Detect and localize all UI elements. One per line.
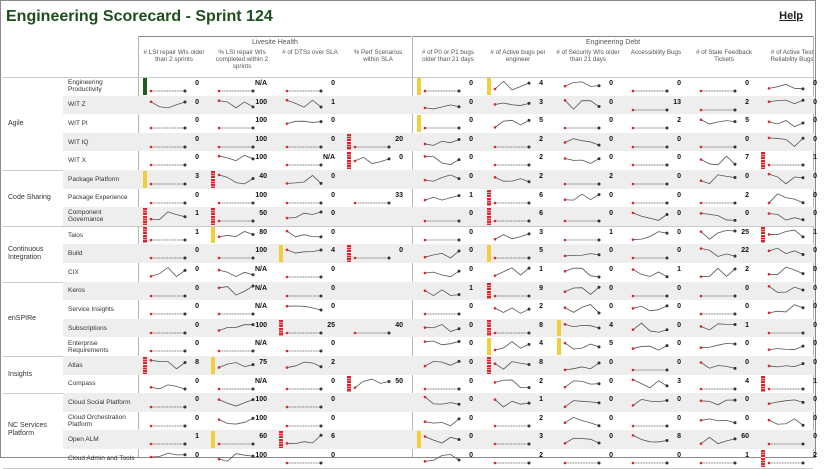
metric-value[interactable]: 0	[469, 452, 473, 459]
metric-value[interactable]: 2	[813, 452, 817, 459]
row-label[interactable]: Open ALM	[68, 436, 99, 444]
metric-value[interactable]: 0	[195, 284, 199, 292]
column-header-5: # of P0 or P1 bugs older than 21 days	[421, 49, 475, 63]
row-label[interactable]: Service Insights	[68, 305, 114, 313]
metric-value[interactable]: 0	[677, 303, 681, 311]
metric-value[interactable]: 0	[745, 414, 749, 422]
metric-value[interactable]: 0	[677, 210, 681, 218]
status-bar-red	[761, 152, 765, 169]
metric-value[interactable]: 0	[469, 396, 473, 404]
status-bar-yellow	[557, 320, 561, 337]
status-bar-yellow	[417, 115, 421, 132]
metric-value[interactable]: 0	[677, 191, 681, 199]
metric-value[interactable]: 40	[395, 321, 403, 329]
metric-value[interactable]: 0	[677, 284, 681, 292]
metric-value[interactable]: 0	[813, 321, 817, 329]
metric-value[interactable]: 0	[195, 154, 199, 162]
metric-value[interactable]: 0	[399, 247, 403, 255]
metric-value[interactable]: 0	[813, 414, 817, 422]
status-bar-yellow	[417, 431, 421, 448]
column-header-10: # of Active Test Reliability Bugs	[770, 49, 814, 63]
metric-value[interactable]: 0	[469, 340, 473, 348]
metric-value[interactable]: 60	[741, 433, 749, 441]
metric-value[interactable]: 0	[813, 80, 817, 87]
metric-value[interactable]: 100	[255, 191, 267, 199]
metric-value[interactable]: 0	[469, 154, 473, 162]
status-bar-red	[347, 376, 351, 393]
status-bar-yellow	[143, 171, 147, 188]
metric-value[interactable]: 0	[195, 414, 199, 422]
section-label: NC Services Platform	[8, 422, 47, 438]
row-label[interactable]: Cloud Admin and Tools	[68, 454, 135, 462]
row-label[interactable]: WIT PI	[68, 119, 88, 127]
metric-value[interactable]: 25	[327, 321, 335, 329]
metric-value[interactable]: 40	[259, 173, 267, 180]
metric-value[interactable]: 100	[255, 321, 267, 329]
metric-value[interactable]: 8	[539, 321, 543, 329]
metric-value[interactable]: 0	[677, 340, 681, 348]
status-bar-red	[761, 227, 765, 244]
metric-value[interactable]: 1	[813, 154, 817, 162]
metric-value[interactable]: 0	[331, 135, 335, 143]
metric-value[interactable]: 0	[195, 98, 199, 106]
metric-value[interactable]: 1	[195, 228, 199, 236]
row-label[interactable]: Cloud Social Platform	[68, 398, 131, 406]
metric-value[interactable]: 0	[331, 266, 335, 273]
column-header-3: # of DTSs over SLA	[282, 49, 338, 56]
metric-value[interactable]: 6	[539, 210, 543, 218]
status-bar-yellow	[557, 338, 561, 355]
metric-value[interactable]: 0	[813, 98, 817, 106]
status-bar-red	[211, 208, 215, 225]
metric-value[interactable]: 4	[539, 80, 543, 87]
metric-value[interactable]: 0	[195, 452, 199, 459]
metric-value[interactable]: 0	[331, 228, 335, 236]
metric-value[interactable]: 1	[745, 452, 749, 459]
metric-value[interactable]: 0	[813, 266, 817, 273]
status-bar-red	[487, 283, 491, 300]
metric-value[interactable]: 0	[677, 80, 681, 87]
metric-value[interactable]: 25	[741, 228, 749, 236]
metric-value[interactable]: 0	[677, 228, 681, 236]
group-header-livesite: Livesite Health	[139, 36, 411, 48]
metric-value[interactable]: 0	[195, 80, 199, 87]
metric-value[interactable]: 0	[677, 247, 681, 255]
metric-value[interactable]: 1	[539, 396, 543, 404]
metric-value[interactable]: N/A	[254, 340, 267, 348]
metric-value[interactable]: 0	[469, 80, 473, 87]
metric-value[interactable]: 100	[255, 154, 267, 162]
status-bar-red	[487, 320, 491, 337]
column-header-8: Accessibility Bugs	[630, 49, 682, 56]
metric-value[interactable]: 0	[609, 210, 613, 218]
metric-value[interactable]: 0	[195, 266, 199, 273]
metric-value[interactable]: 0	[609, 98, 613, 106]
metric-value[interactable]: 7	[745, 154, 749, 162]
metric-value[interactable]: 2	[745, 266, 749, 273]
metric-value[interactable]: 0	[195, 377, 199, 385]
status-bar-red	[487, 208, 491, 225]
section-label: Insights	[8, 370, 33, 378]
metric-value[interactable]: N/A	[254, 80, 267, 87]
metric-value[interactable]: 3	[539, 228, 543, 236]
metric-value[interactable]: 2	[539, 414, 543, 422]
status-bar-yellow	[487, 78, 491, 95]
metric-value[interactable]: 100	[255, 452, 267, 459]
metric-value[interactable]: 2	[609, 173, 613, 180]
row-label[interactable]: WIT IQ	[68, 138, 89, 146]
row-label[interactable]: Component Governance	[68, 209, 104, 224]
help-link[interactable]: Help	[779, 10, 803, 22]
section-label: Continuous Integration	[8, 245, 44, 261]
row-label[interactable]: Subscriptions	[68, 324, 108, 332]
metric-value[interactable]: 0	[331, 396, 335, 404]
metric-value[interactable]: 0	[609, 266, 613, 273]
metric-value[interactable]: 6	[539, 191, 543, 199]
metric-value[interactable]: 1	[539, 266, 543, 273]
metric-value[interactable]: 4	[331, 247, 335, 255]
status-bar-red	[487, 357, 491, 374]
metric-value[interactable]: 0	[469, 414, 473, 422]
metric-value[interactable]: 33	[395, 191, 403, 199]
metric-value[interactable]: 20	[395, 135, 403, 143]
status-bar-red	[211, 171, 215, 188]
metric-value[interactable]: 1	[813, 228, 817, 236]
metric-value[interactable]: 0	[469, 359, 473, 366]
metric-value[interactable]: 0	[331, 303, 335, 311]
metric-value[interactable]: 0	[745, 284, 749, 292]
metric-value[interactable]: 0	[331, 452, 335, 459]
status-bar-red	[487, 190, 491, 207]
column-header-1: # LSI repair WIs older than 2 sprints	[143, 49, 205, 63]
row-label[interactable]: WIT X	[68, 157, 86, 165]
metric-value[interactable]: 1	[745, 321, 749, 329]
metric-value[interactable]: 2	[539, 377, 543, 385]
metric-value[interactable]: 0	[195, 340, 199, 348]
metric-value[interactable]: 5	[745, 117, 749, 125]
metric-value[interactable]: 0	[469, 247, 473, 255]
metric-value[interactable]: 0	[677, 135, 681, 143]
metric-value[interactable]: 5	[539, 117, 543, 125]
metric-value[interactable]: 2	[539, 452, 543, 459]
metric-value[interactable]: 1	[195, 210, 199, 218]
metric-value[interactable]: 3	[677, 377, 681, 385]
status-bar-yellow	[211, 357, 215, 374]
page-title: Engineering Scorecard - Sprint 124	[6, 8, 273, 25]
metric-value[interactable]: 0	[677, 173, 681, 180]
metric-value[interactable]: 0	[469, 117, 473, 125]
metric-value[interactable]: 2	[539, 154, 543, 162]
metric-value[interactable]: 1	[469, 284, 473, 292]
status-bar-red	[347, 245, 351, 262]
metric-value[interactable]: 3	[539, 433, 543, 441]
metric-value[interactable]: 2	[539, 135, 543, 143]
metric-value[interactable]: 0	[813, 210, 817, 218]
metric-value[interactable]: 100	[255, 247, 267, 255]
status-bar-yellow	[487, 245, 491, 262]
metric-value[interactable]: 2	[745, 191, 749, 199]
metric-value[interactable]: 0	[813, 247, 817, 255]
group-header-engineering-debt: Engineering Debt	[413, 36, 813, 48]
row-label[interactable]: Atlas	[68, 361, 83, 369]
metric-value[interactable]: 0	[609, 433, 613, 441]
column-header-9: # of Stale Feedback Tickets	[695, 49, 752, 63]
metric-value[interactable]: 9	[539, 284, 543, 292]
metric-value[interactable]: 0	[609, 377, 613, 385]
metric-value[interactable]: 0	[469, 98, 473, 106]
metric-value[interactable]: 0	[677, 154, 681, 162]
metric-value[interactable]: 0	[677, 414, 681, 422]
metric-value[interactable]: 4	[745, 377, 749, 385]
metric-value[interactable]: 0	[331, 377, 335, 385]
metric-value[interactable]: 0	[677, 396, 681, 404]
metric-value[interactable]: 0	[469, 266, 473, 273]
metric-value[interactable]: 0	[609, 117, 613, 125]
column-header-7: # of Security WIs older than 21 days	[556, 49, 620, 63]
metric-value[interactable]: N/A	[254, 377, 267, 385]
metric-value[interactable]: 4	[539, 340, 543, 348]
status-bar-red	[761, 376, 765, 393]
column-header-6: # of Active bugs per engineer	[490, 49, 546, 63]
metric-value[interactable]: 0	[195, 135, 199, 143]
metric-value[interactable]: 80	[259, 228, 267, 236]
row-label[interactable]: Cloud Orchestration Platform	[68, 414, 126, 429]
status-bar-green	[143, 78, 147, 95]
status-bar-red	[143, 227, 147, 244]
metric-value[interactable]: 100	[255, 98, 267, 106]
metric-value[interactable]: 0	[609, 359, 613, 366]
metric-value[interactable]: 0	[609, 191, 613, 199]
metric-value[interactable]: 0	[609, 247, 613, 255]
row-label[interactable]: Package Platform	[68, 175, 120, 183]
metric-value[interactable]: 2	[331, 359, 335, 366]
metric-value[interactable]: 0	[745, 80, 749, 87]
metric-value[interactable]: 0	[195, 191, 199, 199]
row-label[interactable]: Build	[68, 250, 83, 258]
metric-value[interactable]: 1	[813, 377, 817, 385]
metric-value[interactable]: 0	[469, 377, 473, 385]
section-label: enSPIRe	[8, 314, 37, 322]
header-divider	[3, 77, 813, 78]
metric-value[interactable]: 6	[331, 433, 335, 441]
metric-value[interactable]: 100	[255, 117, 267, 125]
metric-value[interactable]: 0	[331, 80, 335, 87]
metric-value[interactable]: 0	[813, 173, 817, 180]
metric-value[interactable]: 50	[395, 377, 403, 385]
metric-value[interactable]: 0	[331, 117, 335, 125]
metric-value[interactable]: 0	[745, 396, 749, 404]
metric-value[interactable]: N/A	[254, 303, 267, 311]
status-bar-red	[761, 450, 765, 467]
metric-value[interactable]: 100	[255, 135, 267, 143]
row-label[interactable]: Package Experience	[68, 194, 128, 202]
metric-value[interactable]: 0	[609, 303, 613, 311]
metric-value[interactable]: 0	[609, 135, 613, 143]
metric-value[interactable]: 0	[331, 191, 335, 199]
row-label[interactable]: Enterprise Requirements	[68, 339, 109, 354]
metric-value[interactable]: 1	[609, 228, 613, 236]
metric-value[interactable]: 60	[259, 433, 267, 441]
status-bar-red	[279, 320, 283, 337]
status-bar-red	[347, 134, 351, 151]
metric-value[interactable]: 0	[469, 173, 473, 180]
metric-value[interactable]: 0	[813, 303, 817, 311]
metric-value[interactable]: 0	[331, 340, 335, 348]
metric-value[interactable]: 0	[813, 191, 817, 199]
metric-value[interactable]: 0	[195, 303, 199, 311]
section-label: Agile	[8, 119, 24, 127]
metric-value[interactable]: 0	[813, 117, 817, 125]
metric-value[interactable]: 0	[331, 414, 335, 422]
section-divider	[3, 468, 813, 469]
column-header-4: % Perf Scenarios within SLA	[353, 49, 403, 63]
metric-value[interactable]: 2	[745, 98, 749, 106]
metric-value[interactable]: 0	[745, 340, 749, 348]
metric-value[interactable]: 8	[677, 433, 681, 441]
metric-value[interactable]: 0	[469, 228, 473, 236]
metric-value[interactable]: 1	[195, 433, 199, 441]
metric-value[interactable]: 0	[813, 396, 817, 404]
metric-value[interactable]: 2	[539, 173, 543, 180]
metric-value[interactable]: 0	[609, 284, 613, 292]
row-label[interactable]: CIX	[68, 268, 79, 276]
metric-value[interactable]: N/A	[254, 284, 267, 292]
metric-value[interactable]: 0	[469, 321, 473, 329]
metric-value[interactable]: 0	[469, 433, 473, 441]
metric-value[interactable]: 0	[331, 210, 335, 218]
metric-value[interactable]: 4	[609, 321, 613, 329]
metric-value[interactable]: 2	[539, 303, 543, 311]
metric-value[interactable]: 3	[539, 98, 543, 106]
status-bar-yellow	[487, 338, 491, 355]
row-label[interactable]: Engineering Productivity	[68, 79, 103, 94]
metric-value[interactable]: 0	[469, 210, 473, 218]
metric-value[interactable]: 0	[195, 247, 199, 255]
status-bar-red	[279, 431, 283, 448]
metric-value[interactable]: 1	[469, 191, 473, 199]
status-bar-red	[347, 152, 351, 169]
metric-value[interactable]: 75	[259, 359, 267, 366]
metric-value[interactable]: 100	[255, 414, 267, 422]
status-bar-yellow	[417, 78, 421, 95]
metric-value[interactable]: 50	[259, 210, 267, 218]
metric-value[interactable]: 0	[677, 359, 681, 366]
row-label[interactable]: WIT Z	[68, 101, 86, 109]
column-header-2: % LSI repair WIs completed within 2 sprints	[215, 49, 269, 70]
metric-value[interactable]: 0	[745, 173, 749, 180]
metric-value[interactable]: 8	[539, 359, 543, 366]
status-bar-yellow	[279, 245, 283, 262]
metric-value[interactable]: 0	[745, 135, 749, 143]
metric-value[interactable]: 0	[813, 359, 817, 366]
metric-value[interactable]: N/A	[254, 266, 267, 273]
row-label[interactable]: Taios	[68, 231, 84, 239]
status-bar-yellow	[211, 431, 215, 448]
metric-value[interactable]: 1	[677, 266, 681, 273]
metric-value[interactable]: 0	[469, 135, 473, 143]
metric-value[interactable]: 0	[677, 321, 681, 329]
metric-value[interactable]: 0	[195, 321, 199, 329]
metric-value[interactable]: 22	[741, 247, 749, 255]
metric-value[interactable]: 100	[255, 396, 267, 404]
metric-value[interactable]: 8	[195, 359, 199, 366]
metric-value[interactable]: 13	[673, 98, 681, 106]
metric-value[interactable]: 0	[195, 396, 199, 404]
metric-value[interactable]: 0	[469, 303, 473, 311]
metric-value[interactable]: 2	[677, 117, 681, 125]
metric-value[interactable]: 0	[331, 284, 335, 292]
row-label[interactable]: Compass	[68, 380, 96, 388]
metric-value[interactable]: 0	[745, 359, 749, 366]
metric-value[interactable]: 0	[399, 154, 403, 162]
row-label[interactable]: Keros	[68, 287, 85, 295]
status-bar-red	[143, 357, 147, 374]
metric-value[interactable]: 3	[195, 173, 199, 180]
metric-value[interactable]: 0	[813, 284, 817, 292]
metric-value[interactable]: 0	[331, 173, 335, 180]
metric-value[interactable]: N/A	[322, 154, 335, 162]
metric-value[interactable]: 0	[609, 396, 613, 404]
metric-value[interactable]: 0	[609, 452, 613, 459]
metric-value[interactable]: 0	[745, 210, 749, 218]
metric-value[interactable]: 0	[677, 452, 681, 459]
metric-value[interactable]: 1	[331, 98, 335, 106]
metric-value[interactable]: 0	[609, 80, 613, 87]
status-bar-red	[143, 208, 147, 225]
metric-value[interactable]: 5	[539, 247, 543, 255]
metric-value[interactable]: 0	[195, 117, 199, 125]
section-label: Code Sharing	[8, 193, 51, 201]
metric-value[interactable]: 0	[609, 154, 613, 162]
metric-value[interactable]: 0	[813, 135, 817, 143]
metric-value[interactable]: 5	[609, 340, 613, 348]
status-bar-yellow	[211, 227, 215, 244]
metric-value[interactable]: 0	[745, 303, 749, 311]
metric-value[interactable]: 0	[813, 433, 817, 441]
metric-value[interactable]: 0	[609, 414, 613, 422]
metric-value[interactable]: 0	[813, 340, 817, 348]
